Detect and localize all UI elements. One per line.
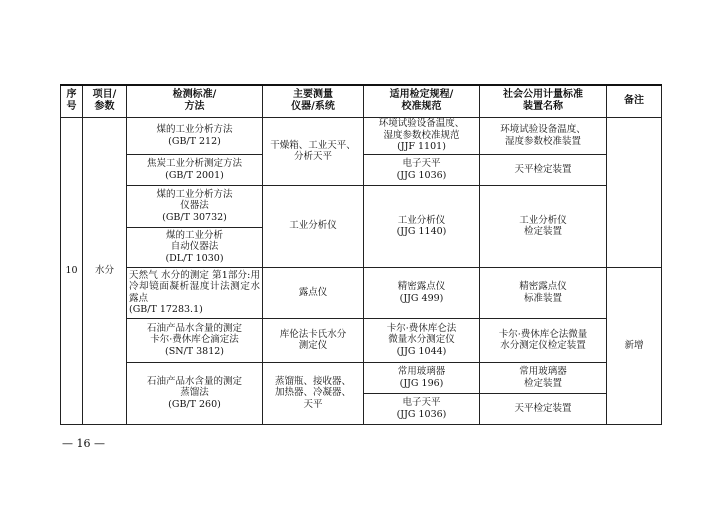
remark-empty <box>607 117 662 267</box>
instrument-2: 工业分析仪 <box>263 185 364 267</box>
row-seq: 10 <box>61 117 83 424</box>
header-procedure: 适用检定规程/ 校准规范 <box>364 85 480 117</box>
method-2: 焦炭工业分析测定方法 (GB/T 2001) <box>127 154 263 185</box>
method-6: 石油产品水含量的测定 卡尔·费休库仑滴定法 (SN/T 3812) <box>127 318 263 362</box>
method-1: 煤的工业分析方法 (GB/T 212) <box>127 117 263 154</box>
instrument-1: 干燥箱、工业天平、 分析天平 <box>263 117 364 185</box>
page-number: — 16 — <box>62 437 105 450</box>
instrument-4: 库伦法卡氏水分 测定仪 <box>263 318 364 362</box>
header-remark: 备注 <box>607 85 662 117</box>
header-method: 检测标准/ 方法 <box>127 85 263 117</box>
remark: 新增 <box>607 267 662 424</box>
standard-2: 天平检定装置 <box>480 154 607 185</box>
method-4: 煤的工业分析 自动仪器法 (DL/T 1030) <box>127 227 263 267</box>
procedure-5: 卡尔·费休库仑法 微量水分测定仪 (JJG 1044) <box>364 318 480 362</box>
procedure-1: 环境试验设备温度、 湿度参数校准规范 (JJF 1101) <box>364 117 480 154</box>
instrument-3: 露点仪 <box>263 267 364 318</box>
method-7: 石油产品水含量的测定 蒸馏法 (GB/T 260) <box>127 362 263 424</box>
procedure-7: 电子天平 (JJG 1036) <box>364 393 480 424</box>
header-item: 项目/ 参数 <box>83 85 127 117</box>
standard-4: 精密露点仪 标准装置 <box>480 267 607 318</box>
instrument-5: 蒸馏瓶、接收器、 加热器、冷凝器、 天平 <box>263 362 364 424</box>
standard-1: 环境试验设备温度、 湿度参数校准装置 <box>480 117 607 154</box>
procedure-2: 电子天平 (JJG 1036) <box>364 154 480 185</box>
standards-table <box>60 84 662 425</box>
method-3: 煤的工业分析方法 仪器法 (GB/T 30732) <box>127 185 263 227</box>
procedure-4: 精密露点仪 (JJG 499) <box>364 267 480 318</box>
header-instrument: 主要测量 仪器/系统 <box>263 85 364 117</box>
header-seq: 序 号 <box>61 85 83 117</box>
procedure-6: 常用玻璃器 (JJG 196) <box>364 362 480 393</box>
procedure-3: 工业分析仪 (JJG 1140) <box>364 185 480 267</box>
standard-6: 常用玻璃器 检定装置 <box>480 362 607 393</box>
row-item: 水分 <box>83 117 127 424</box>
method-5: 天然气 水分的测定 第1部分:用冷却镜面凝析湿度计法测定水露点 (GB/T 17283.1) <box>127 267 263 318</box>
header-standard: 社会公用计量标准 装置名称 <box>480 85 607 117</box>
standard-7: 天平检定装置 <box>480 393 607 424</box>
standard-3: 工业分析仪 检定装置 <box>480 185 607 267</box>
standard-5: 卡尔·费休库仑法微量 水分测定仪检定装置 <box>480 318 607 362</box>
